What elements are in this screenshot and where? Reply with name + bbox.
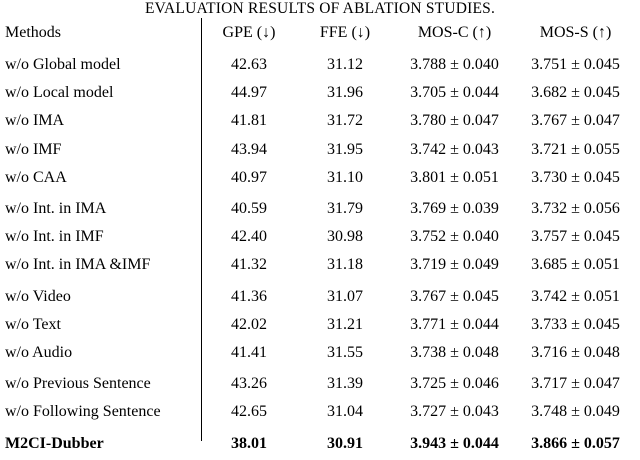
cell-gpe: 41.36 bbox=[231, 287, 267, 305]
cell-mos-c: 3.801 ± 0.051 bbox=[410, 168, 499, 186]
table-row bbox=[5, 311, 635, 339]
cell-method: w/o IMF bbox=[5, 140, 62, 158]
cell-method: w/o Local model bbox=[5, 84, 114, 102]
cell-gpe: 41.32 bbox=[231, 256, 267, 274]
table-row bbox=[5, 192, 635, 223]
cell-mos-c: 3.705 ± 0.044 bbox=[410, 84, 499, 102]
table-row bbox=[5, 79, 635, 107]
cell-mos-c: 3.771 ± 0.044 bbox=[410, 315, 499, 333]
table-row bbox=[5, 164, 635, 192]
table-caption: EVALUATION RESULTS OF ABLATION STUDIES. bbox=[144, 0, 496, 17]
vertical-divider bbox=[201, 18, 202, 441]
cell-gpe: 42.65 bbox=[231, 403, 267, 421]
cell-mos-s: 3.717 ± 0.047 bbox=[531, 375, 620, 393]
cell-ffe: 31.72 bbox=[327, 112, 363, 130]
table-row bbox=[5, 398, 635, 426]
table-row bbox=[5, 367, 635, 398]
cell-mos-s: 3.730 ± 0.045 bbox=[531, 168, 620, 186]
cell-mos-c: 3.742 ± 0.043 bbox=[410, 140, 499, 158]
cell-ffe: 31.18 bbox=[327, 256, 363, 274]
cell-mos-c: 3.727 ± 0.043 bbox=[410, 403, 499, 421]
cell-mos-c: 3.943 ± 0.044 bbox=[410, 434, 499, 452]
cell-gpe: 43.94 bbox=[231, 140, 267, 158]
table-row bbox=[5, 251, 635, 279]
cell-mos-s: 3.716 ± 0.048 bbox=[531, 343, 620, 361]
cell-mos-s: 3.682 ± 0.045 bbox=[531, 84, 620, 102]
cell-gpe: 42.40 bbox=[231, 228, 267, 246]
cell-mos-s: 3.757 ± 0.045 bbox=[531, 228, 620, 246]
cell-mos-c: 3.769 ± 0.039 bbox=[410, 200, 499, 218]
table-row bbox=[5, 48, 635, 79]
cell-gpe: 42.63 bbox=[231, 56, 267, 74]
cell-ffe: 31.79 bbox=[327, 200, 363, 218]
table-row bbox=[5, 107, 635, 135]
cell-ffe: 31.55 bbox=[327, 343, 363, 361]
cell-gpe: 38.01 bbox=[231, 434, 267, 452]
cell-method: w/o Int. in IMA &IMF bbox=[5, 256, 151, 274]
column-header-methods: Methods bbox=[5, 24, 61, 41]
cell-ffe: 31.12 bbox=[327, 56, 363, 74]
cell-method: M2CI-Dubber bbox=[5, 434, 104, 452]
cell-mos-c: 3.752 ± 0.040 bbox=[410, 228, 499, 246]
cell-mos-c: 3.725 ± 0.046 bbox=[410, 375, 499, 393]
cell-ffe: 31.04 bbox=[327, 403, 363, 421]
cell-mos-c: 3.780 ± 0.047 bbox=[410, 112, 499, 130]
cell-ffe: 31.10 bbox=[327, 168, 363, 186]
cell-mos-s: 3.866 ± 0.057 bbox=[531, 434, 620, 452]
cell-mos-c: 3.767 ± 0.045 bbox=[410, 287, 499, 305]
column-header-gpe: GPE (↓) bbox=[222, 24, 276, 41]
cell-gpe: 40.97 bbox=[231, 168, 267, 186]
cell-method: w/o Text bbox=[5, 315, 61, 333]
cell-gpe: 43.26 bbox=[231, 375, 267, 393]
cell-method: w/o Following Sentence bbox=[5, 403, 161, 421]
table-header bbox=[5, 18, 635, 48]
cell-mos-s: 3.685 ± 0.051 bbox=[531, 256, 620, 274]
header-row bbox=[5, 18, 635, 48]
column-header-mos-s: MOS-S (↑) bbox=[539, 24, 612, 41]
cell-mos-s: 3.751 ± 0.045 bbox=[531, 56, 620, 74]
ablation-results-table bbox=[5, 18, 635, 458]
cell-ffe: 31.95 bbox=[327, 140, 363, 158]
cell-gpe: 42.02 bbox=[231, 315, 267, 333]
cell-ffe: 31.21 bbox=[327, 315, 363, 333]
cell-method: w/o Global model bbox=[5, 56, 121, 74]
cell-mos-c: 3.738 ± 0.048 bbox=[410, 343, 499, 361]
cell-method: w/o IMA bbox=[5, 112, 65, 130]
cell-method: w/o Video bbox=[5, 287, 71, 305]
cell-mos-s: 3.767 ± 0.047 bbox=[531, 112, 620, 130]
cell-ffe: 31.96 bbox=[327, 84, 363, 102]
cell-mos-c: 3.719 ± 0.049 bbox=[410, 256, 499, 274]
table-row bbox=[5, 426, 635, 457]
column-header-ffe: FFE (↓) bbox=[319, 24, 371, 41]
cell-ffe: 30.98 bbox=[327, 228, 363, 246]
cell-gpe: 44.97 bbox=[231, 84, 267, 102]
cell-gpe: 40.59 bbox=[231, 200, 267, 218]
cell-gpe: 41.81 bbox=[231, 112, 267, 130]
table-row bbox=[5, 339, 635, 367]
cell-method: w/o Int. in IMA bbox=[5, 200, 107, 218]
cell-method: w/o Int. in IMF bbox=[5, 228, 104, 246]
cell-mos-c: 3.788 ± 0.040 bbox=[410, 56, 499, 74]
column-header-mos-c: MOS-C (↑) bbox=[417, 24, 492, 41]
cell-gpe: 41.41 bbox=[231, 343, 267, 361]
cell-ffe: 31.07 bbox=[327, 287, 363, 305]
cell-mos-s: 3.721 ± 0.055 bbox=[531, 140, 620, 158]
cell-mos-s: 3.748 ± 0.049 bbox=[531, 403, 620, 421]
cell-method: w/o Audio bbox=[5, 343, 73, 361]
table-row bbox=[5, 280, 635, 311]
cell-mos-s: 3.733 ± 0.045 bbox=[531, 315, 620, 333]
cell-method: w/o CAA bbox=[5, 168, 67, 186]
cell-method: w/o Previous Sentence bbox=[5, 375, 151, 393]
cell-ffe: 30.91 bbox=[327, 434, 363, 452]
table-body bbox=[5, 48, 635, 458]
cell-ffe: 31.39 bbox=[327, 375, 363, 393]
table-row bbox=[5, 136, 635, 164]
cell-mos-s: 3.732 ± 0.056 bbox=[531, 200, 620, 218]
table-row bbox=[5, 223, 635, 251]
cell-mos-s: 3.742 ± 0.051 bbox=[531, 287, 620, 305]
